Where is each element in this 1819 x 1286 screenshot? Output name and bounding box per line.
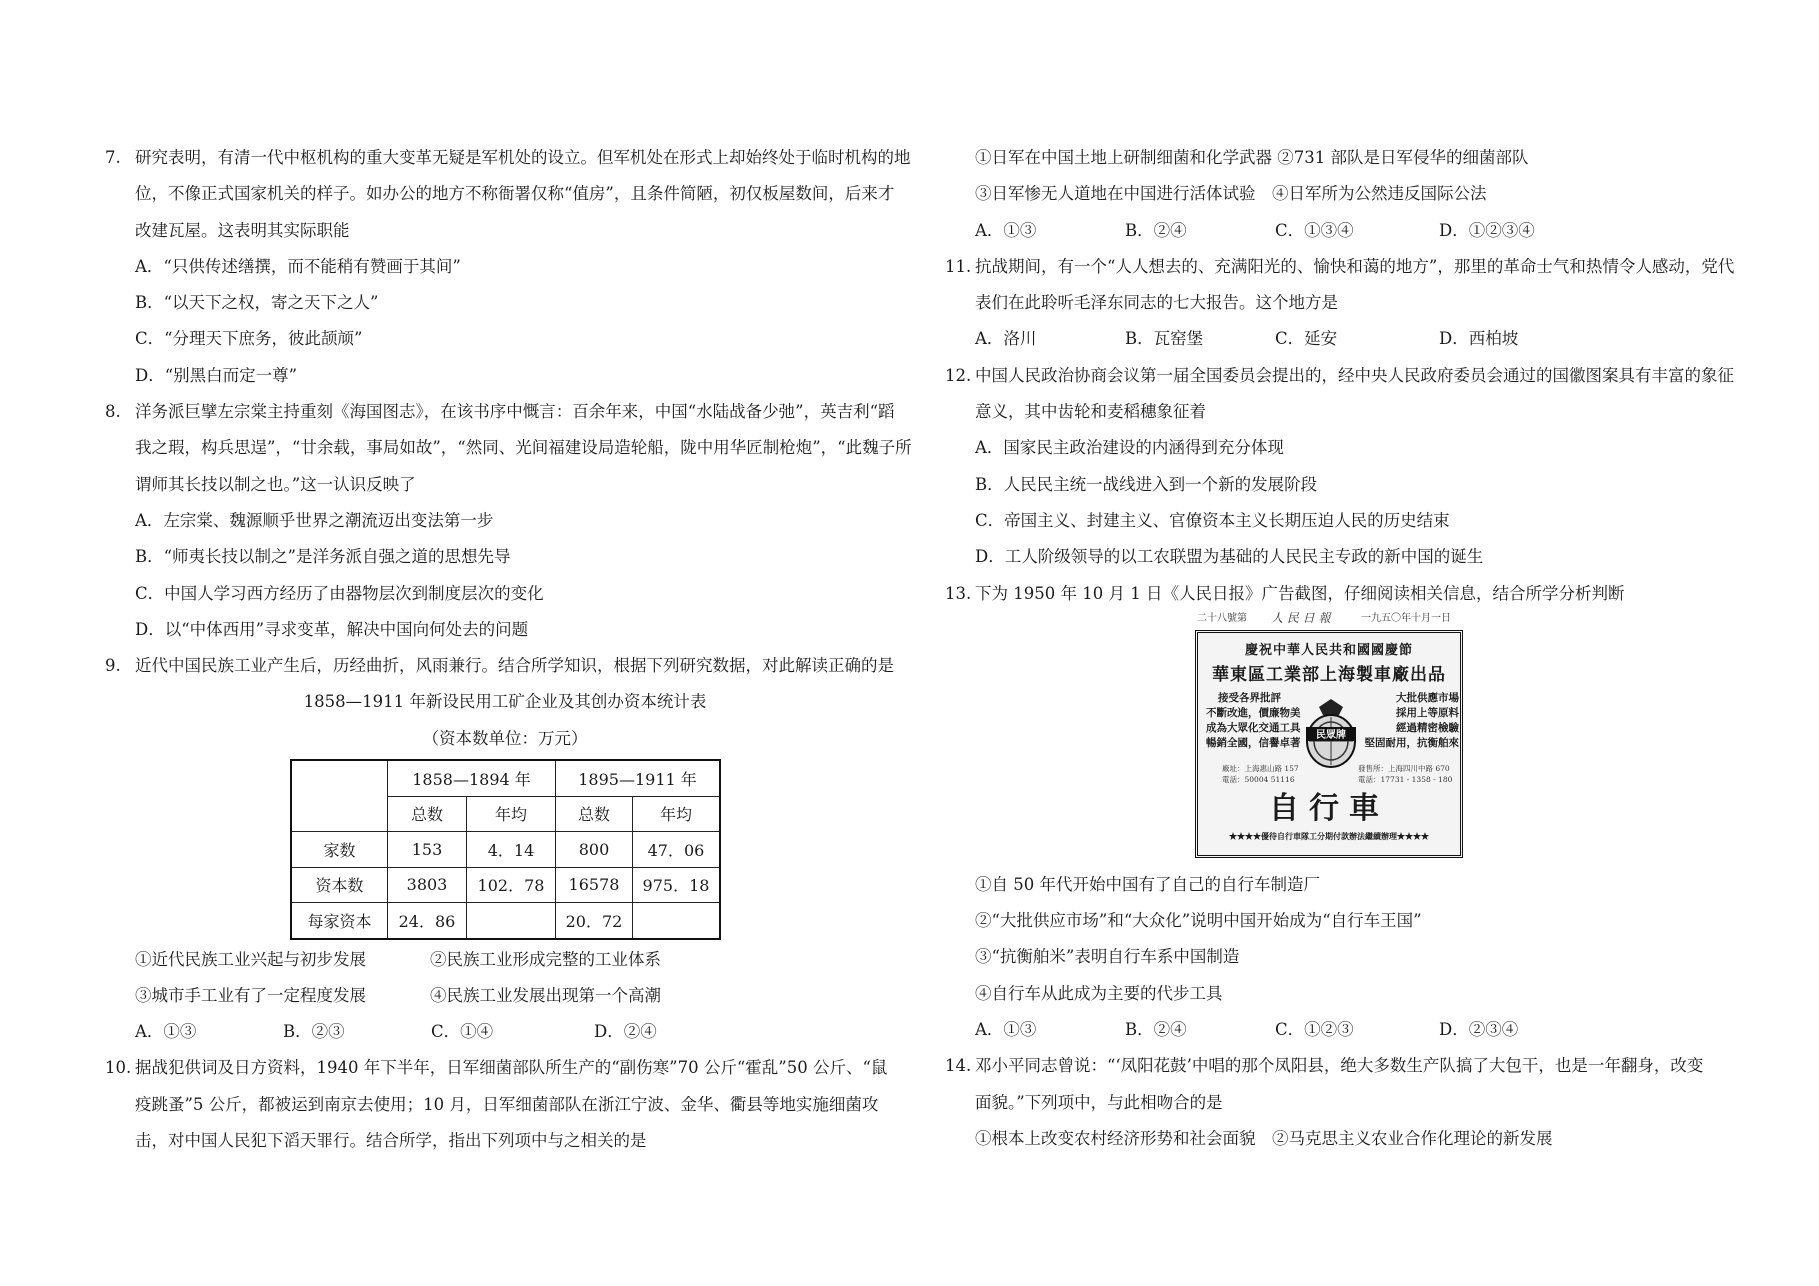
table-cell: 3803 bbox=[388, 867, 467, 903]
option-a: A．左宗棠、魏源顺乎世界之潮流迈出变法第一步 bbox=[135, 510, 494, 530]
ad-maker: 華東區工業部上海製車廠出品 bbox=[1212, 665, 1446, 685]
statement-item: ①日军在中国土地上研制细菌和化学武器 ②731 部队是日军侵华的细菌部队 bbox=[975, 148, 1529, 167]
question-text-line: 改建瓦屋。这表明其实际职能 bbox=[135, 220, 350, 240]
question-text-line: 7. 研究表明，有清一代中枢机构的重大变革无疑是军机处的设立。但军机处在形式上却始终处于临时机构的地 bbox=[105, 140, 905, 176]
statement-item: ②“大批供应市场”和“大众化”说明中国开始成为“自行车王国” bbox=[975, 911, 1422, 931]
ad-product-name: 自行車 bbox=[1269, 791, 1389, 826]
statement-item: ①自 50 年代开始中国有了自己的自行车制造厂 bbox=[975, 874, 1320, 894]
newspaper-masthead: 人 民 日 報 bbox=[1271, 611, 1331, 625]
statement-item: ②民族工业形成完整的工业体系 bbox=[430, 949, 661, 969]
table-row bbox=[291, 903, 720, 939]
option-a: A．①③ bbox=[975, 220, 1037, 240]
statement-pair bbox=[105, 978, 905, 1014]
ad-right-block: 大批供應市場 採用上等原料 經過精密檢驗 堅固耐用，抗衡舶來 bbox=[1364, 692, 1459, 749]
table-row bbox=[291, 832, 720, 868]
ad-frame bbox=[1195, 630, 1463, 858]
options-row bbox=[105, 1014, 905, 1050]
question-number: 13. bbox=[945, 583, 972, 603]
question-14 bbox=[945, 1048, 1735, 1157]
table-cell: 102．78 bbox=[467, 867, 556, 903]
option-a: A．“只供传述缮撰，而不能稍有赞画于其间” bbox=[135, 256, 461, 276]
table-subheader: 年均 bbox=[633, 796, 721, 832]
newspaper-issue: 二十八號第 bbox=[1197, 613, 1247, 624]
question-number: 14. bbox=[945, 1056, 972, 1076]
table-cell: 800 bbox=[556, 832, 633, 868]
question-number: 8. bbox=[105, 402, 121, 422]
table-cell bbox=[633, 903, 721, 939]
statement-item: ③“抗衡舶米”表明自行车系中国制造 bbox=[975, 947, 1240, 967]
table-unit: （资本数单位：万元） bbox=[422, 728, 588, 748]
newspaper-ad-image bbox=[1193, 606, 1463, 856]
table-subheader: 总数 bbox=[556, 796, 633, 832]
table-row-label: 资本数 bbox=[291, 867, 388, 903]
option-c: C．中国人学习西方经历了由器物层次到制度层次的变化 bbox=[135, 583, 544, 603]
question-number: 10. bbox=[105, 1058, 132, 1078]
table-period-header: 1895—1911 年 bbox=[556, 760, 721, 796]
table-row-label: 每家资本 bbox=[291, 903, 388, 939]
question-text-line: 面貌。”下列项中，与此相吻合的是 bbox=[975, 1092, 1223, 1112]
question-10 bbox=[105, 1050, 905, 1159]
option-b: B．②④ bbox=[1125, 220, 1187, 240]
question-text-line: 13. 下为 1950 年 10 月 1 日《人民日报》广告截图，仔细阅读相关信息，结合所学分析判断 bbox=[945, 576, 1735, 612]
question-text-line: 击，对中国人民犯下滔天罪行。结合所学，指出下列项中与之相关的是 bbox=[135, 1131, 647, 1151]
question-text-line: 11. 抗战期间，有一个“人人想去的、充满阳光的、愉快和蔼的地方”，那里的革命士气和热情令人感动，党代 bbox=[945, 249, 1735, 285]
options-row bbox=[945, 1012, 1735, 1048]
statement-item: ①近代民族工业兴起与初步发展 bbox=[135, 949, 366, 969]
question-9 bbox=[105, 648, 905, 1050]
question-12 bbox=[945, 358, 1735, 576]
option-a: A．国家民主政治建设的内涵得到充分体现 bbox=[975, 438, 1284, 458]
table-cell: 24．86 bbox=[388, 903, 467, 939]
ad-footer: ★★★★優待自行車隊工分期付款辦法繼續辦理★★★★ bbox=[1229, 831, 1429, 841]
option-c: C．①④ bbox=[431, 1022, 494, 1042]
option-c: C．①③④ bbox=[1275, 220, 1354, 240]
question-number: 7. bbox=[105, 148, 121, 167]
option-d: D．②③④ bbox=[1439, 1020, 1519, 1040]
ad-sales-address: 發售所：上海四川中路 670 電話：17731 - 1358 - 180 bbox=[1358, 764, 1453, 784]
question-text-line: 谓师其长技以制之也。”这一认识反映了 bbox=[135, 474, 416, 494]
option-a: A．①③ bbox=[975, 1020, 1037, 1040]
option-d: D．②④ bbox=[594, 1022, 657, 1042]
question-number: 11. bbox=[945, 256, 972, 276]
question-text-line: 我之瑕，构兵思逞”，“廿余载，事局如故”，“然同、光间福建设局造轮船，陇中用华匠制枪炮”，“此魏子所 bbox=[135, 438, 912, 458]
option-b: B．“以天下之权，寄之天下之人” bbox=[135, 293, 379, 313]
question-text-line: 位，不像正式国家机关的样子。如办公的地方不称衙署仅称“值房”，且条件简陋，初仅板屋数间，后来才 bbox=[135, 184, 895, 204]
option-b: B．瓦窑堡 bbox=[1125, 329, 1204, 349]
bicycle-brand-emblem-icon bbox=[1303, 695, 1359, 773]
ad-factory-address: 廠址：上海惠山路 157 電話：50004 51116 bbox=[1222, 764, 1299, 784]
newspaper-header bbox=[1193, 606, 1463, 628]
statement-item: ③日军惨无人道地在中国进行活体试验 ④日军所为公然违反国际公法 bbox=[975, 184, 1487, 204]
table-cell: 16578 bbox=[556, 867, 633, 903]
question-8 bbox=[105, 394, 912, 648]
option-c: C．延安 bbox=[1275, 329, 1338, 349]
table-row bbox=[291, 867, 720, 903]
table-cell: 153 bbox=[388, 832, 467, 868]
option-b: B．②③ bbox=[283, 1022, 345, 1042]
question-text-line: 10. 据战犯供词及日方资料，1940 年下半年，日军细菌部队所生产的“副伤寒”70 公斤“霍乱”50 公斤、“鼠 bbox=[105, 1050, 905, 1086]
option-d: D．“别黑白而定一尊” bbox=[135, 365, 298, 385]
question-text-line: 9. 近代中国民族工业产生后，历经曲折，风雨兼行。结合所学知识，根据下列研究数据，对此解读正确的是 bbox=[105, 648, 905, 684]
question-text-line: 8. 洋务派巨擘左宗棠主持重刻《海国图志》，在该书序中慨言：百余年来，中国“水陆战备少弛”，英吉利“蹈 bbox=[105, 394, 905, 430]
emblem-label: 民眾牌 bbox=[1316, 730, 1346, 741]
option-b: B．人民民主统一战线进入到一个新的发展阶段 bbox=[975, 474, 1318, 494]
left-column bbox=[105, 140, 912, 1159]
ad-headline: 慶祝中華人民共和國國慶節 bbox=[1244, 643, 1413, 658]
question-11 bbox=[945, 249, 1735, 358]
options-row bbox=[945, 321, 1735, 357]
option-a: A．①③ bbox=[135, 1022, 197, 1042]
statement-item: ③城市手工业有了一定程度发展 bbox=[135, 985, 366, 1005]
table-header-row bbox=[291, 760, 720, 796]
table-subheader: 年均 bbox=[467, 796, 556, 832]
statement-item: ①根本上改变农村经济形势和社会面貌 ②马克思主义农业合作化理论的新发展 bbox=[975, 1128, 1553, 1148]
table-cell: 20．72 bbox=[556, 903, 633, 939]
statement-pair bbox=[105, 942, 905, 978]
option-a: A．洛川 bbox=[975, 329, 1037, 349]
question-7 bbox=[105, 140, 911, 394]
statistics-table bbox=[290, 759, 721, 940]
question-text-line: 疫跳蚤”5 公斤，都被运到南京去使用；10 月，日军细菌部队在浙江宁波、金华、衢县等地实施细菌攻 bbox=[135, 1094, 879, 1114]
table-period-header: 1858—1894 年 bbox=[388, 760, 556, 796]
option-c: C．①②③ bbox=[1275, 1020, 1354, 1040]
option-d: D．①②③④ bbox=[1439, 220, 1535, 240]
question-text-line: 14. 邓小平同志曾说：“‘凤阳花鼓’中唱的那个凤阳县，绝大多数生产队搞了大包干，也是一年翻身，改变 bbox=[945, 1048, 1735, 1084]
table-cell: 4．14 bbox=[467, 832, 556, 868]
table-cell: 47．06 bbox=[633, 832, 721, 868]
option-d: D．工人阶级领导的以工农联盟为基础的人民民主专政的新中国的诞生 bbox=[975, 547, 1484, 567]
ad-left-block: 接受各界批評 不斷改進，價廉物美 成為大眾化交通工具 暢銷全國，信譽卓著 bbox=[1206, 692, 1301, 749]
option-d: D．以“中体西用”寻求变革，解决中国向何处去的问题 bbox=[135, 619, 529, 639]
question-number: 12. bbox=[945, 365, 972, 385]
question-number: 9. bbox=[105, 656, 121, 676]
question-text-line: 12. 中国人民政治协商会议第一届全国委员会提出的，经中央人民政府委员会通过的国徽图案具有丰富的象征 bbox=[945, 358, 1735, 394]
table-cell: 975．18 bbox=[633, 867, 721, 903]
question-text-line: 意义，其中齿轮和麦稻穗象征着 bbox=[975, 402, 1206, 422]
option-c: C．帝国主义、封建主义、官僚资本主义长期压迫人民的历史结束 bbox=[975, 510, 1450, 530]
option-b: B．②④ bbox=[1125, 1020, 1187, 1040]
option-c: C．“分理天下庶务，彼此颉颃” bbox=[135, 329, 363, 349]
table-title: 1858—1911 年新设民用工矿企业及其创办资本统计表 bbox=[303, 692, 707, 712]
option-d: D．西柏坡 bbox=[1439, 329, 1519, 349]
table-row-label: 家数 bbox=[291, 832, 388, 868]
options-row bbox=[945, 213, 1735, 249]
question-text-line: 表们在此聆听毛泽东同志的七大报告。这个地方是 bbox=[975, 293, 1338, 313]
table-corner-cell bbox=[291, 760, 388, 832]
table-cell bbox=[467, 903, 556, 939]
statement-item: ④自行车从此成为主要的代步工具 bbox=[975, 983, 1223, 1003]
statement-item: ④民族工业发展出现第一个高潮 bbox=[430, 985, 661, 1005]
option-b: B．“师夷长技以制之”是洋务派自强之道的思想先导 bbox=[135, 547, 511, 567]
newspaper-date: 一九五〇年十月一日 bbox=[1361, 613, 1451, 624]
table-subheader: 总数 bbox=[388, 796, 467, 832]
